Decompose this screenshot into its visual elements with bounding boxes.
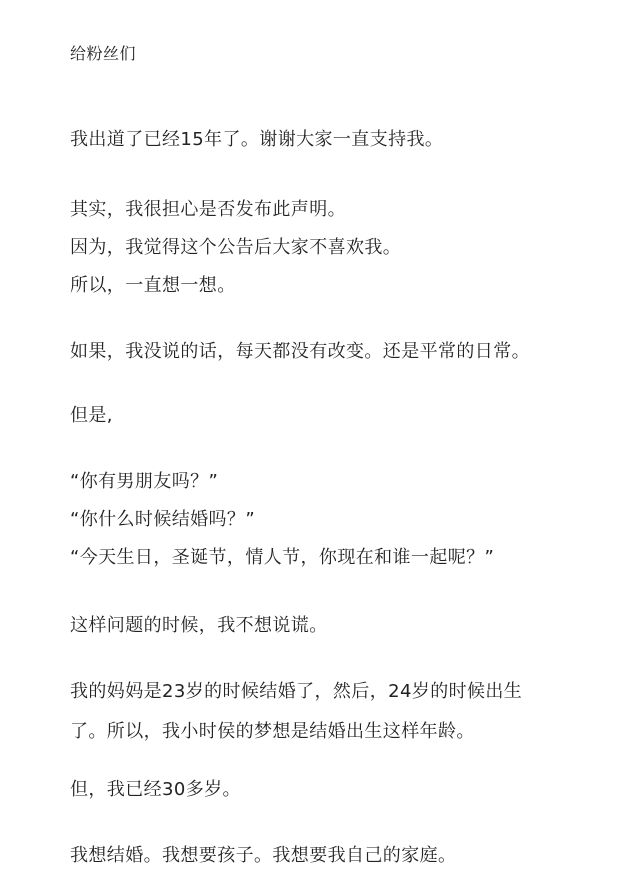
paragraph-worry-line-3: 所以，一直想一想。 [70,275,236,296]
paragraph-mother-line-2: 了。所以，我小时侯的梦想是结婚出生这样年龄。 [70,721,475,742]
paragraph-debut-line: 我出道了已经15年了。谢谢大家一直支持我。 [70,129,444,150]
paragraph-worry-line-1: 其实，我很担心是否发布此声明。 [70,199,346,220]
paragraph-if-line: 如果，我没说的话，每天都没有改变。还是平常的日常。 [70,341,530,362]
question-holidays: “今天生日，圣诞节，情人节，你现在和谁一起呢？” [70,547,495,568]
letter-title: 给粉丝们 [70,44,137,63]
paragraph-no-lie-line: 这样问题的时候，我不想说谎。 [70,615,328,636]
paragraph-worry-line-2: 因为，我觉得这个公告后大家不喜欢我。 [70,237,402,258]
question-marriage: “你什么时候结婚吗？” [70,509,256,530]
paragraph-wish-line: 我想结婚。我想要孩子。我想要我自己的家庭。 [70,845,457,866]
paragraph-age-line: 但，我已经30多岁。 [70,779,241,800]
paragraph-mother-line-1: 我的妈妈是23岁的时候结婚了，然后，24岁的时候出生 [70,681,523,702]
paragraph-however-line: 但是, [70,405,113,426]
question-boyfriend: “你有男朋友吗？” [70,471,219,492]
